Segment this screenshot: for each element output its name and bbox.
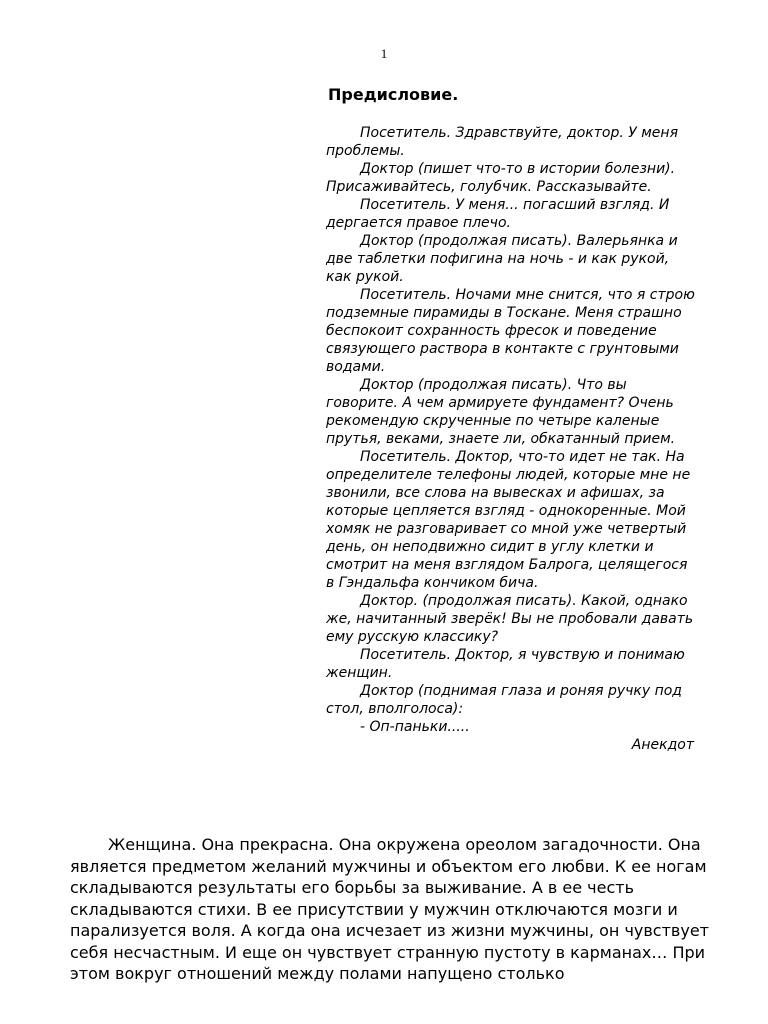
epigraph-attribution: Анекдот: [631, 737, 694, 753]
epigraph-paragraph: Посетитель. Доктор, я чувствую и понимаю женщин.: [326, 647, 685, 681]
epigraph-paragraph: Доктор (пишет что-то в истории болезни). Присаживайтесь, голубчик. Рассказывайте.: [326, 161, 676, 195]
body-paragraph: Женщина. Она прекрасна. Она окружена ореолом загадочности. Она является предметом желаний мужчины и объектом его любви. К ее ногам складываются результаты его борьбы за выживание. А в ее честь складываются стихи. В ее присутствии у мужчин отключаются мозги и парализуется воля. А когда она исчезает из жизни мужчины, он чувствует себя несчастным. И еще он чувствует странную пустоту в карманах… При этом вокруг отношений между полами напущено столько: [70, 835, 709, 983]
epigraph-paragraph: - Оп-паньки.....: [360, 719, 470, 735]
epigraph-paragraph: Посетитель. У меня... погасший взгляд. И дергается правое плечо.: [326, 197, 670, 231]
page-number: 1: [380, 46, 388, 61]
epigraph-paragraph: Доктор (продолжая писать). Что вы говорите. А чем армируете фундамент? Очень рекомендую скрученные по четыре каленые прутья, веками, знаете ли, обкатанный прием.: [326, 377, 676, 447]
epigraph-paragraph: Доктор (поднимая глаза и роняя ручку под стол, вполголоса):: [326, 683, 682, 717]
epigraph-paragraph: Посетитель. Здравствуйте, доктор. У меня проблемы.: [326, 125, 678, 159]
epigraph-paragraph: Доктор (продолжая писать). Валерьянка и две таблетки пофигина на ночь - и как рукой, как рукой.: [326, 233, 678, 285]
page-title: Предисловие.: [328, 85, 459, 104]
epigraph: [326, 124, 698, 754]
epigraph-paragraph: Посетитель. Доктор, что-то идет не так. На определителе телефоны людей, которые мне не звонили, все слова на вывесках и афишах, за которые цепляется взгляд - однокоренные. Мой хомяк не разговаривает со мной уже четвертый день, он неподвижно сидит в углу клетки и смотрит на меня взглядом Балрога, целящегося в Гэндальфа кончиком бича.: [326, 449, 691, 591]
epigraph-paragraph: Посетитель. Ночами мне снится, что я строю подземные пирамиды в Тоскане. Меня страшно беспокоит сохранность фресок и поведение связующего раствора в контакте с грунтовыми водами.: [326, 287, 695, 375]
epigraph-paragraph: Доктор. (продолжая писать). Какой, однако же, начитанный зверёк! Вы не пробовали давать ему русскую классику?: [326, 593, 694, 645]
